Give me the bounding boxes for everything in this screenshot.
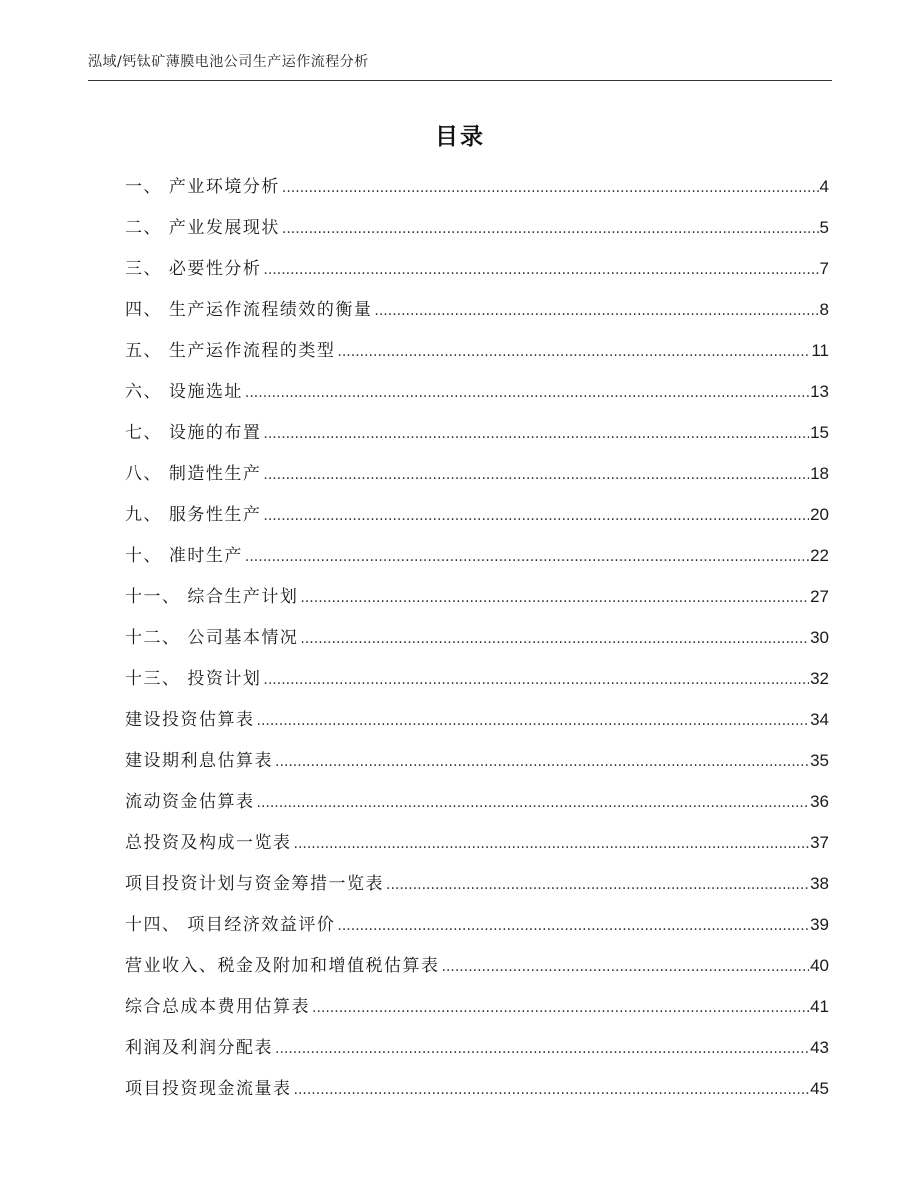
toc-entry-label: 十一、 综合生产计划: [125, 587, 299, 607]
toc-dot-leader: [312, 991, 809, 1025]
toc-entry-page-number: 22: [810, 546, 829, 565]
toc-entry-page-number: 7: [819, 259, 829, 278]
toc-dot-leader: [263, 253, 818, 287]
toc-entry-label: 九、 服务性生产: [125, 505, 262, 525]
toc-entry-page-number: 35: [810, 751, 829, 770]
toc-entry-page-number: 20: [810, 505, 829, 524]
toc-entry[interactable]: [125, 990, 829, 1031]
toc-entry[interactable]: [125, 621, 829, 662]
toc-entry-label: 四、 生产运作流程绩效的衡量: [125, 300, 373, 320]
toc-entry[interactable]: [125, 170, 829, 211]
toc-entry-label: 流动资金估算表: [125, 792, 255, 812]
running-header-title: 泓域/钙钛矿薄膜电池公司生产运作流程分析: [88, 54, 369, 70]
toc-entry-page-number: 39: [810, 915, 829, 934]
toc-entry-label: 十三、 投资计划: [125, 669, 262, 689]
toc-entry[interactable]: [125, 1072, 829, 1113]
toc-dot-leader: [245, 540, 809, 574]
toc-entry-label: 建设期利息估算表: [125, 751, 273, 771]
toc-entry-label: 五、 生产运作流程的类型: [125, 341, 336, 361]
toc-entry[interactable]: [125, 949, 829, 990]
toc-dot-leader: [245, 376, 809, 410]
toc-entry-label: 八、 制造性生产: [125, 464, 262, 484]
table-of-contents: [125, 170, 829, 1113]
toc-entry[interactable]: [125, 252, 829, 293]
toc-entry-page-number: 15: [810, 423, 829, 442]
toc-entry-page-number: 41: [810, 997, 829, 1016]
toc-dot-leader: [263, 458, 809, 492]
toc-dot-leader: [300, 581, 809, 615]
toc-dot-leader: [300, 622, 809, 656]
toc-entry[interactable]: [125, 457, 829, 498]
toc-dot-leader: [386, 868, 809, 902]
toc-entry[interactable]: [125, 703, 829, 744]
toc-entry[interactable]: [125, 785, 829, 826]
toc-entry-page-number: 13: [810, 382, 829, 401]
toc-entry[interactable]: [125, 662, 829, 703]
toc-entry-page-number: 5: [819, 218, 829, 237]
toc-entry-label: 营业收入、税金及附加和增值税估算表: [125, 956, 440, 976]
toc-entry-label: 二、 产业发展现状: [125, 218, 280, 238]
toc-entry-page-number: 27: [810, 587, 829, 606]
toc-entry[interactable]: [125, 498, 829, 539]
toc-entry-label: 十四、 项目经济效益评价: [125, 915, 336, 935]
toc-entry-page-number: 43: [810, 1038, 829, 1057]
toc-entry[interactable]: [125, 539, 829, 580]
toc-entry-label: 总投资及构成一览表: [125, 833, 292, 853]
toc-dot-leader: [337, 335, 810, 369]
toc-entry-page-number: 11: [811, 341, 829, 360]
toc-dot-leader: [263, 663, 809, 697]
toc-entry-label: 七、 设施的布置: [125, 423, 262, 443]
toc-dot-leader: [337, 909, 809, 943]
toc-dot-leader: [294, 827, 810, 861]
toc-entry-label: 项目投资计划与资金筹措一览表: [125, 874, 384, 894]
toc-entry[interactable]: [125, 826, 829, 867]
toc-entry-label: 利润及利润分配表: [125, 1038, 273, 1058]
toc-entry-label: 三、 必要性分析: [125, 259, 262, 279]
toc-entry-label: 一、 产业环境分析: [125, 177, 280, 197]
toc-entry-page-number: 38: [810, 874, 829, 893]
toc-entry-label: 综合总成本费用估算表: [125, 997, 310, 1017]
toc-entry[interactable]: [125, 744, 829, 785]
toc-entry-label: 十、 准时生产: [125, 546, 243, 566]
toc-entry-page-number: 34: [810, 710, 829, 729]
toc-dot-leader: [275, 745, 809, 779]
toc-dot-leader: [257, 704, 810, 738]
toc-entry-label: 建设投资估算表: [125, 710, 255, 730]
toc-dot-leader: [275, 1032, 809, 1066]
toc-entry[interactable]: [125, 1031, 829, 1072]
toc-entry[interactable]: [125, 416, 829, 457]
toc-entry-page-number: 37: [810, 833, 829, 852]
toc-title: 目录: [435, 124, 485, 150]
toc-dot-leader: [294, 1073, 810, 1107]
toc-entry-page-number: 8: [819, 300, 829, 319]
toc-entry[interactable]: [125, 334, 829, 375]
toc-entry-page-number: 30: [810, 628, 829, 647]
toc-dot-leader: [263, 417, 809, 451]
toc-dot-leader: [374, 294, 818, 328]
toc-entry[interactable]: [125, 293, 829, 334]
toc-entry[interactable]: [125, 375, 829, 416]
toc-entry[interactable]: [125, 211, 829, 252]
toc-entry[interactable]: [125, 908, 829, 949]
toc-entry[interactable]: [125, 580, 829, 621]
toc-entry-page-number: 18: [810, 464, 829, 483]
toc-entry-page-number: 45: [810, 1079, 829, 1098]
toc-dot-leader: [442, 950, 810, 984]
toc-entry-page-number: 4: [819, 177, 829, 196]
toc-entry-page-number: 32: [810, 669, 829, 688]
toc-entry-label: 项目投资现金流量表: [125, 1079, 292, 1099]
toc-dot-leader: [282, 212, 819, 246]
toc-entry-label: 六、 设施选址: [125, 382, 243, 402]
toc-dot-leader: [263, 499, 809, 533]
toc-entry-label: 十二、 公司基本情况: [125, 628, 299, 648]
toc-entry[interactable]: [125, 867, 829, 908]
toc-entry-page-number: 40: [810, 956, 829, 975]
toc-dot-leader: [282, 171, 819, 205]
toc-dot-leader: [257, 786, 810, 820]
toc-entry-page-number: 36: [810, 792, 829, 811]
running-header: [88, 52, 832, 81]
